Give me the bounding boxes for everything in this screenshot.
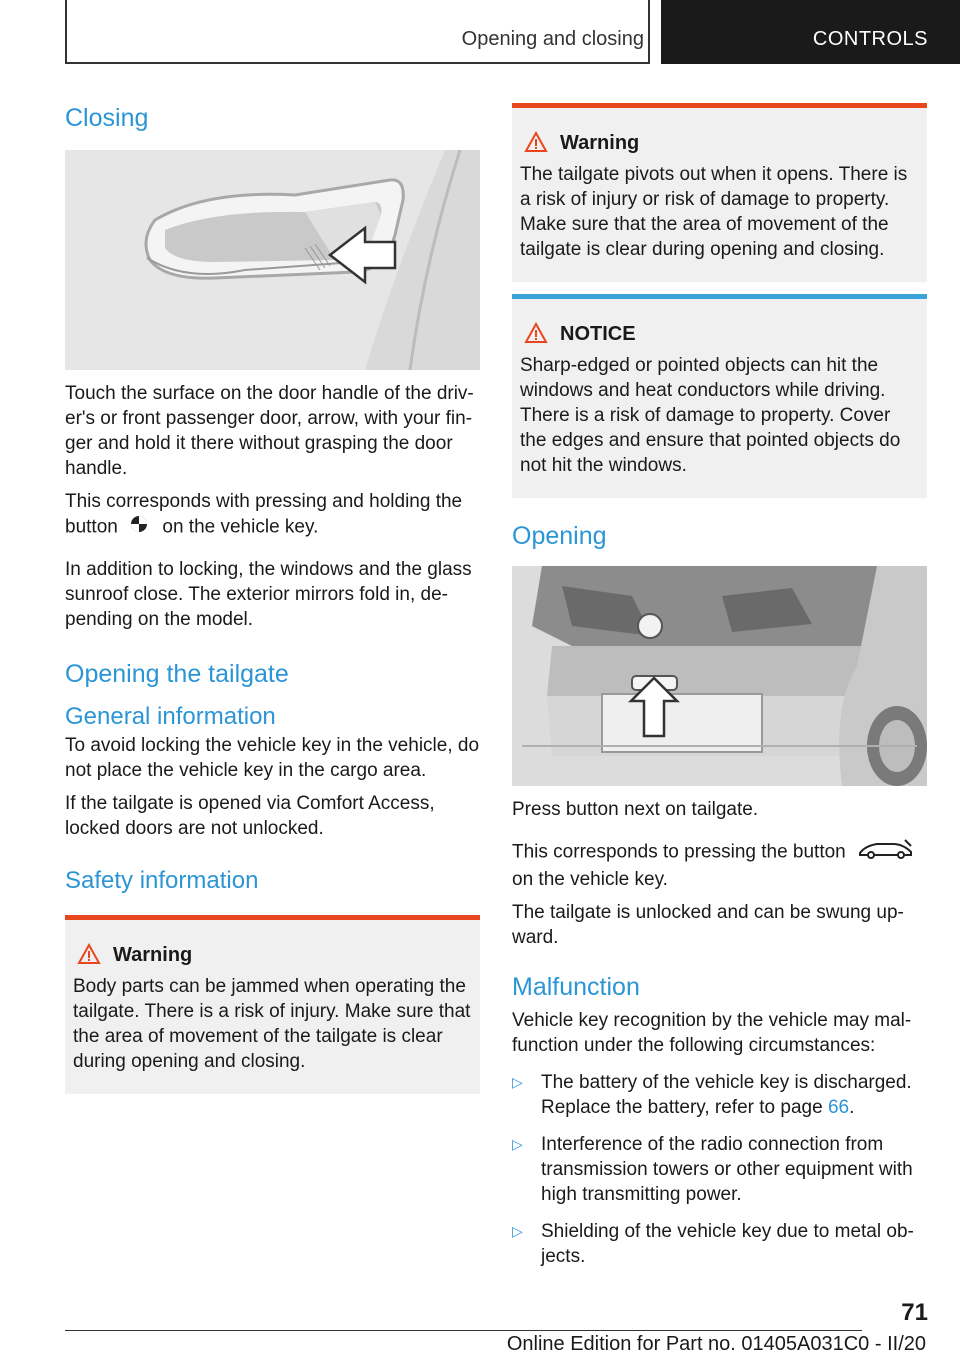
tailgate-key-icon (857, 838, 915, 867)
bullet-text-after: . (849, 1097, 855, 1118)
warning-text: The tailgate pivots out when it opens. There is a risk of injury or risk of damage to property. Make sure that the area of movement of the tailgate is clear during opening and closing. (520, 164, 908, 260)
opening-paragraph-2 (512, 838, 927, 892)
opening-tailgate-heading: Opening the tailgate (65, 660, 289, 688)
bullet-triangle-icon: ▷ (512, 1074, 523, 1090)
bullet-text: Interference of the radio connection from transmission towers or other equipment with high transmitting power. (541, 1134, 913, 1205)
bullet-triangle-icon: ▷ (512, 1223, 523, 1239)
warning-box-jamming (65, 915, 480, 1094)
safety-information-heading: Safety information (65, 867, 259, 894)
header-divider (648, 0, 650, 64)
list-item (512, 1219, 927, 1269)
lock-key-icon (127, 514, 151, 541)
footer-rule (65, 1330, 862, 1331)
right-column (512, 100, 927, 1269)
opening-p2-text-a: This corresponds to pressing the button (512, 841, 846, 863)
warning-title-text: Warning (560, 132, 640, 154)
closing-paragraph-2 (65, 489, 480, 541)
left-column (65, 100, 480, 1094)
bullet-triangle-icon: ▷ (512, 1136, 523, 1152)
closing-paragraph-1: Touch the surface on the door handle of the driv- er's or front passenger door, arrow, with your fin- ger and hold it there without grasping the door handle. (65, 383, 474, 479)
opening-p2-text-b: on the vehicle key. (512, 869, 668, 890)
warning-title (560, 130, 919, 156)
page-number: 71 (901, 1299, 928, 1326)
closing-p2-text-b: on the vehicle key. (162, 516, 319, 538)
general-paragraph-1: To avoid locking the vehicle key in the vehicle, do not place the vehicle key in the cargo area. (65, 735, 480, 781)
notice-box (512, 294, 927, 498)
header-rule-left (65, 0, 67, 64)
opening-paragraph-1: Press button next on tailgate. (512, 799, 759, 820)
notice-title (560, 321, 919, 347)
general-paragraph-2: If the tailgate is opened via Comfort Access, locked doors are not unlocked. (65, 793, 435, 839)
footer-edition: Online Edition for Part no. 01405A031C0 - II/20 (506, 1333, 926, 1355)
warning-title-text: Warning (113, 944, 193, 966)
warning-box-pivot (512, 103, 927, 282)
header-section-title: Opening and closing (461, 28, 644, 50)
header-chapter-title: CONTROLS (812, 28, 928, 50)
closing-heading: Closing (65, 104, 149, 132)
closing-p2-text-a: This corresponds with pressing and holding the button (65, 491, 463, 538)
list-item (512, 1132, 927, 1207)
tailgate-figure (512, 566, 927, 786)
warning-title (113, 942, 472, 968)
warning-triangle-icon (77, 943, 101, 965)
door-handle-illustration (65, 150, 480, 370)
opening-paragraph-3: The tailgate is unlocked and can be swung up- ward. (512, 902, 904, 948)
malfunction-paragraph: Vehicle key recognition by the vehicle may mal- function under the following circumstances: (512, 1010, 912, 1056)
list-item (512, 1070, 927, 1120)
notice-title-text: NOTICE (560, 323, 636, 345)
bullet-text: The battery of the vehicle key is discharged. Replace the battery, refer to page (541, 1072, 912, 1118)
closing-paragraph-3: In addition to locking, the windows and the glass sunroof close. The exterior mirrors fold in, de- pending on the model. (65, 559, 472, 630)
notice-text: Sharp-edged or pointed objects can hit the windows and heat conductors while driving. There is a risk of damage to property. Cover the edges and ensure that pointed objects do not hit the windows. (520, 355, 901, 476)
tailgate-illustration (512, 566, 927, 786)
bullet-text: Shielding of the vehicle key due to metal ob- jects. (541, 1221, 914, 1267)
general-information-heading: General information (65, 703, 276, 730)
header-rule-bottom (65, 62, 649, 64)
opening-heading: Opening (512, 522, 607, 550)
door-handle-figure (65, 150, 480, 370)
warning-triangle-icon (524, 131, 548, 153)
notice-triangle-icon (524, 322, 548, 344)
page-link[interactable]: 66 (827, 1097, 850, 1118)
warning-text: Body parts can be jammed when operating the tailgate. There is a risk of injury. Make sure that the area of movement of the tailgate is clear during opening and closing. (73, 976, 471, 1072)
malfunction-heading: Malfunction (512, 973, 640, 1001)
